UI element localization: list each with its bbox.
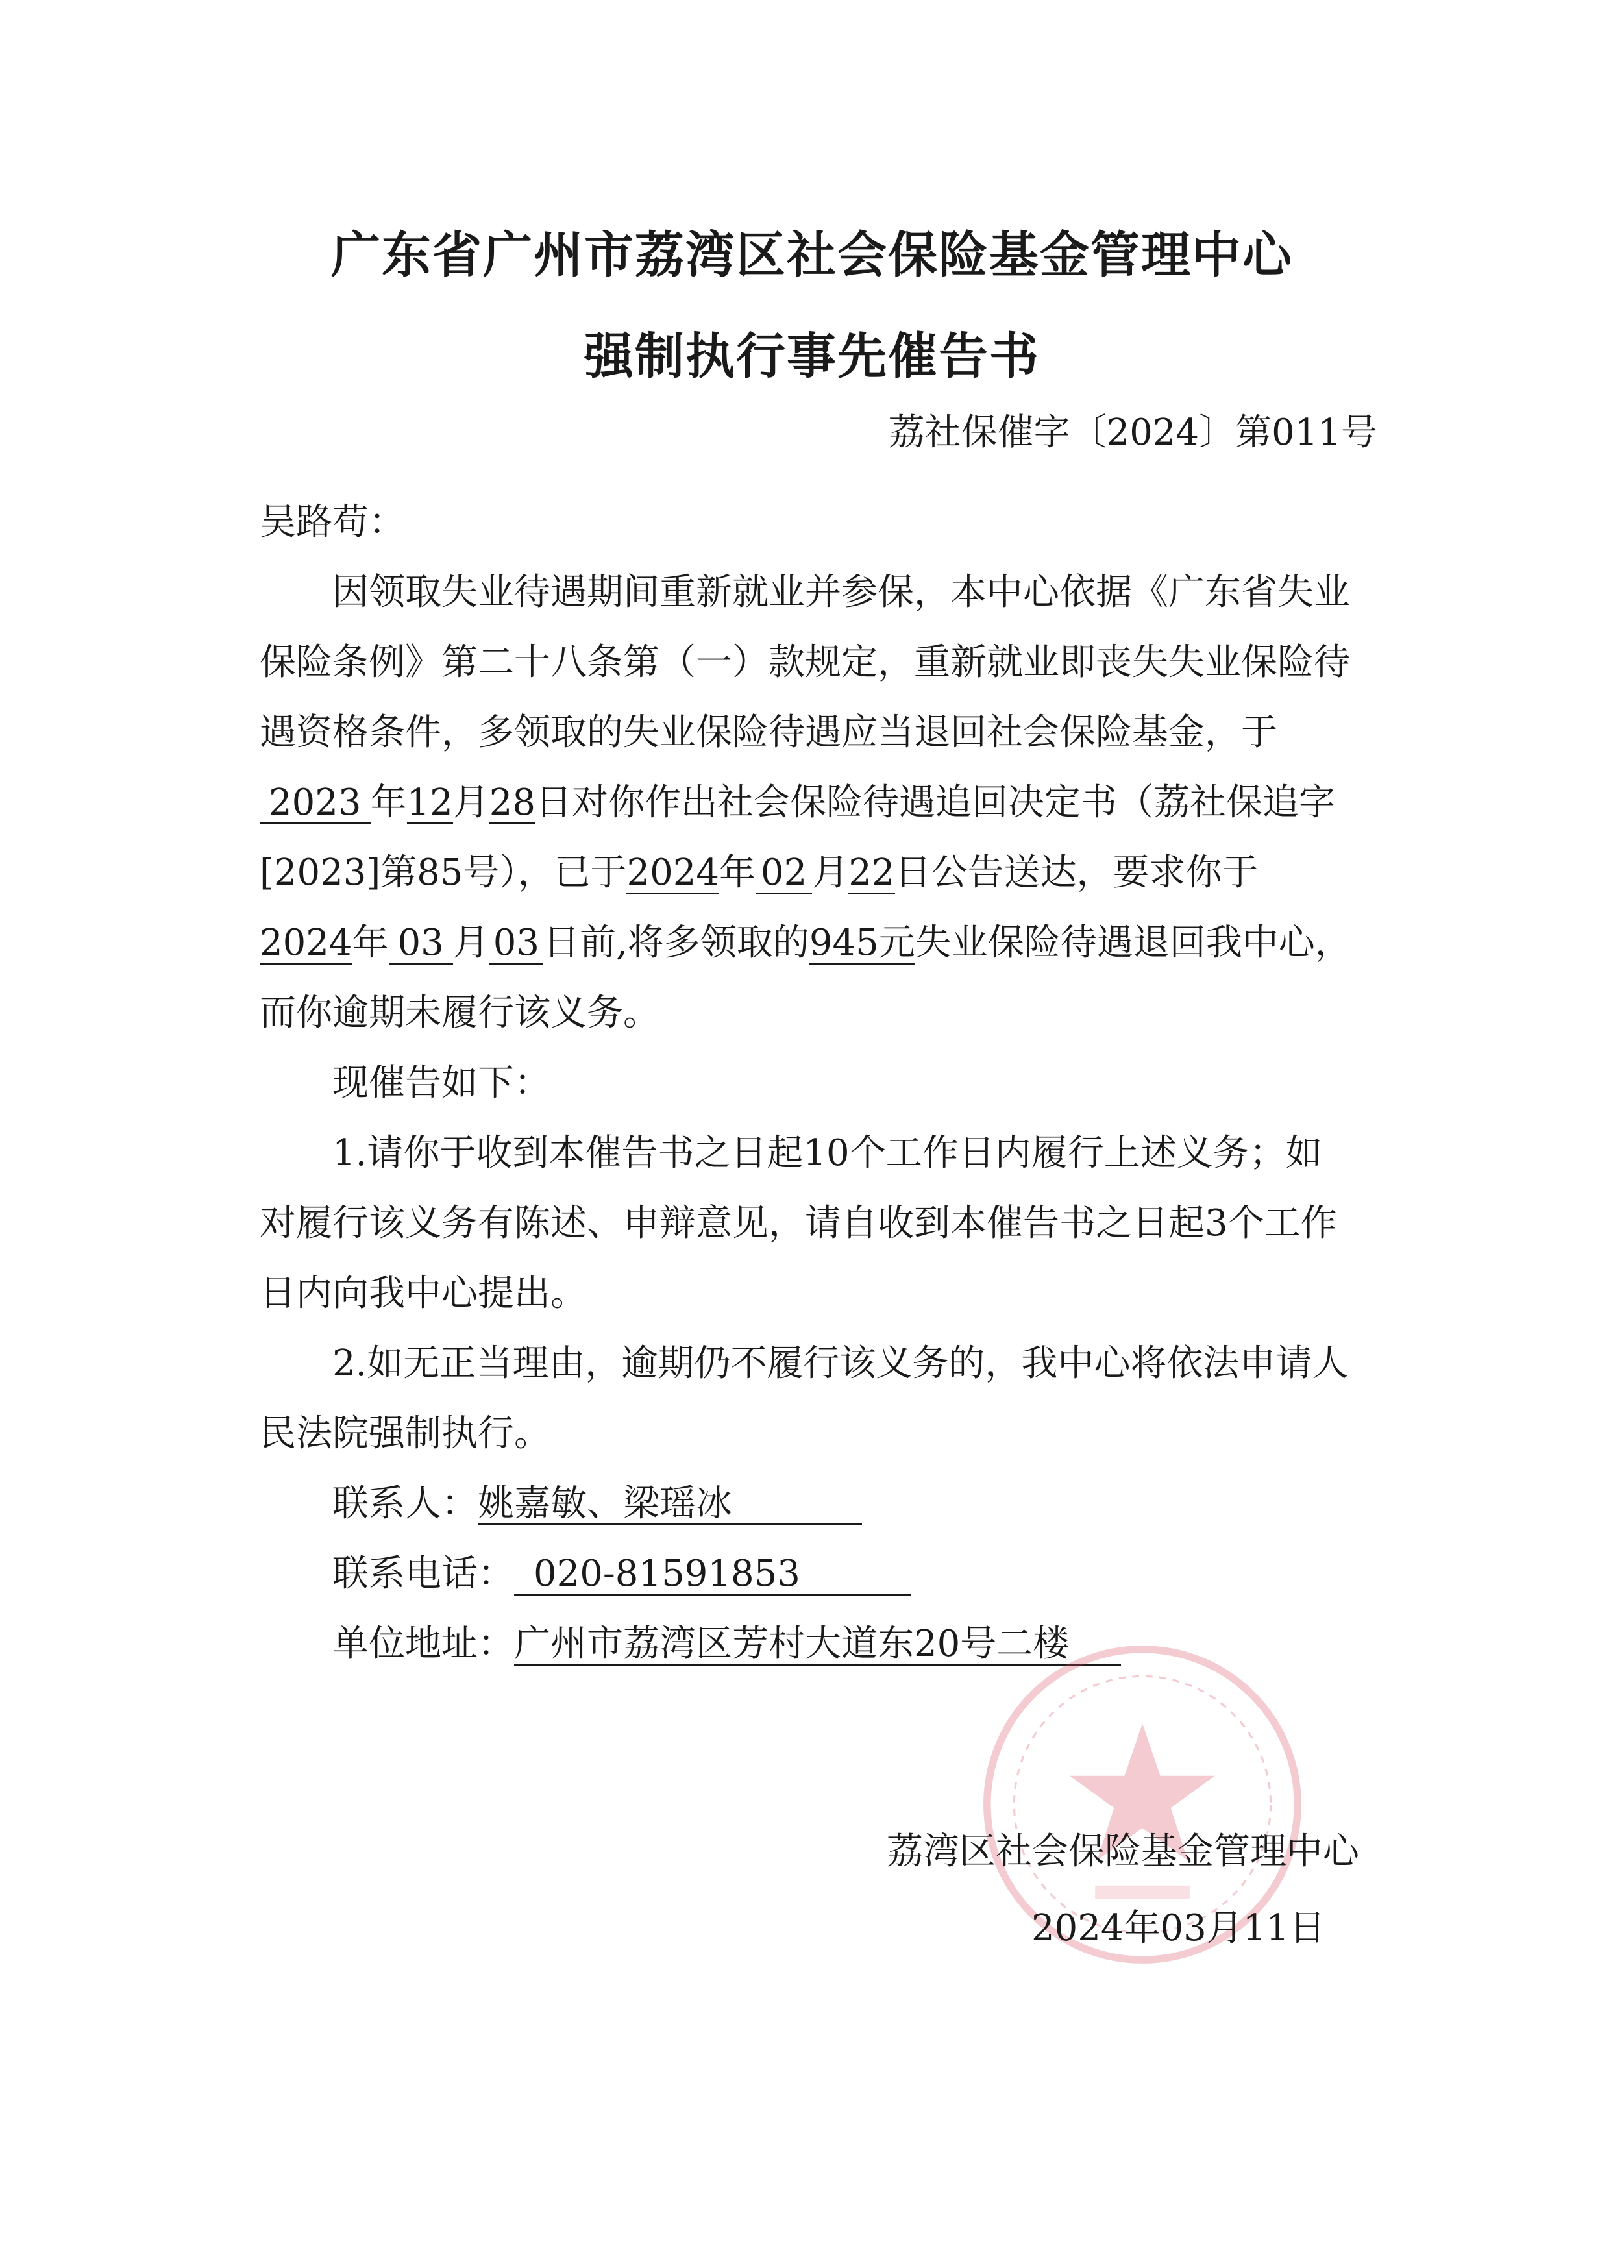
item-1-line-3: 日内向我中心提出。: [260, 1272, 587, 1314]
item-2-line-1: 2.如无正当理由，逾期仍不履行该义务的，我中心将依法申请人: [332, 1342, 1349, 1385]
document-title-line1: 广东省广州市荔湾区社会保险基金管理中心: [331, 226, 1293, 284]
body-line-1: 因领取失业待遇期间重新就业并参保，本中心依据《广东省失业: [332, 571, 1350, 613]
body-line-7: 而你逾期未履行该义务。: [260, 992, 659, 1034]
body-line-5: [2023]第85号），已于2024年 02 月22日公告送达，要求你于: [260, 852, 1259, 894]
notice-month: 02: [756, 854, 812, 894]
contact-phone-value: 020-81591853: [514, 1555, 911, 1596]
body-line-4: 2023 年12月28日对你作出社会保险待遇追回决定书（荔社保追字: [260, 774, 1335, 826]
issuing-organization: 荔湾区社会保险基金管理中心: [887, 1830, 1359, 1873]
contact-address: 单位地址：广州市荔湾区芳村大道东20号二楼: [332, 1615, 1121, 1667]
decision-year: 2023: [260, 784, 371, 824]
addressee: 吴路苟：: [260, 501, 405, 543]
due-year: 2024: [260, 922, 352, 964]
notice-heading: 现催告如下：: [332, 1062, 550, 1104]
item-1-line-2: 对履行该义务有陈述、申辩意见，请自收到本催告书之日起3个工作: [260, 1202, 1337, 1244]
notice-year: 2024: [626, 852, 719, 894]
contact-person: 联系人：姚嘉敏、梁瑶冰: [332, 1475, 862, 1527]
contact-person-value: 姚嘉敏、梁瑶冰: [478, 1485, 862, 1525]
document-title-line2: 强制执行事先催告书: [584, 327, 1040, 385]
due-month: 03: [389, 924, 453, 965]
document-number: 荔社保催字〔2024〕第011号: [888, 412, 1377, 454]
contact-address-value: 广州市荔湾区芳村大道东20号二楼: [514, 1625, 1121, 1666]
decision-day: 28: [489, 782, 536, 824]
item-1-line-1: 1.请你于收到本催告书之日起10个工作日内履行上述义务；如: [332, 1132, 1322, 1174]
seal-bottom-text: [1095, 1886, 1190, 1899]
contact-phone: 联系电话： 020-81591853: [332, 1545, 911, 1597]
body-line-6: 2024年 03 月 03 日前,将多领取的945元失业保险待遇退回我中心，: [260, 922, 1351, 964]
issue-date: 2024年03月11日: [1031, 1907, 1325, 1949]
item-2-line-2: 民法院强制执行。: [260, 1412, 550, 1455]
notice-day: 22: [848, 852, 895, 894]
due-day: 03: [489, 924, 543, 965]
body-line-3: 遇资格条件，多领取的失业保险待遇应当退回社会保险基金，于: [260, 711, 1277, 754]
refund-amount: 945元: [809, 922, 915, 964]
body-line-2: 保险条例》第二十八条第（一）款规定，重新就业即丧失失业保险待: [260, 641, 1350, 684]
decision-month: 12: [406, 782, 453, 824]
